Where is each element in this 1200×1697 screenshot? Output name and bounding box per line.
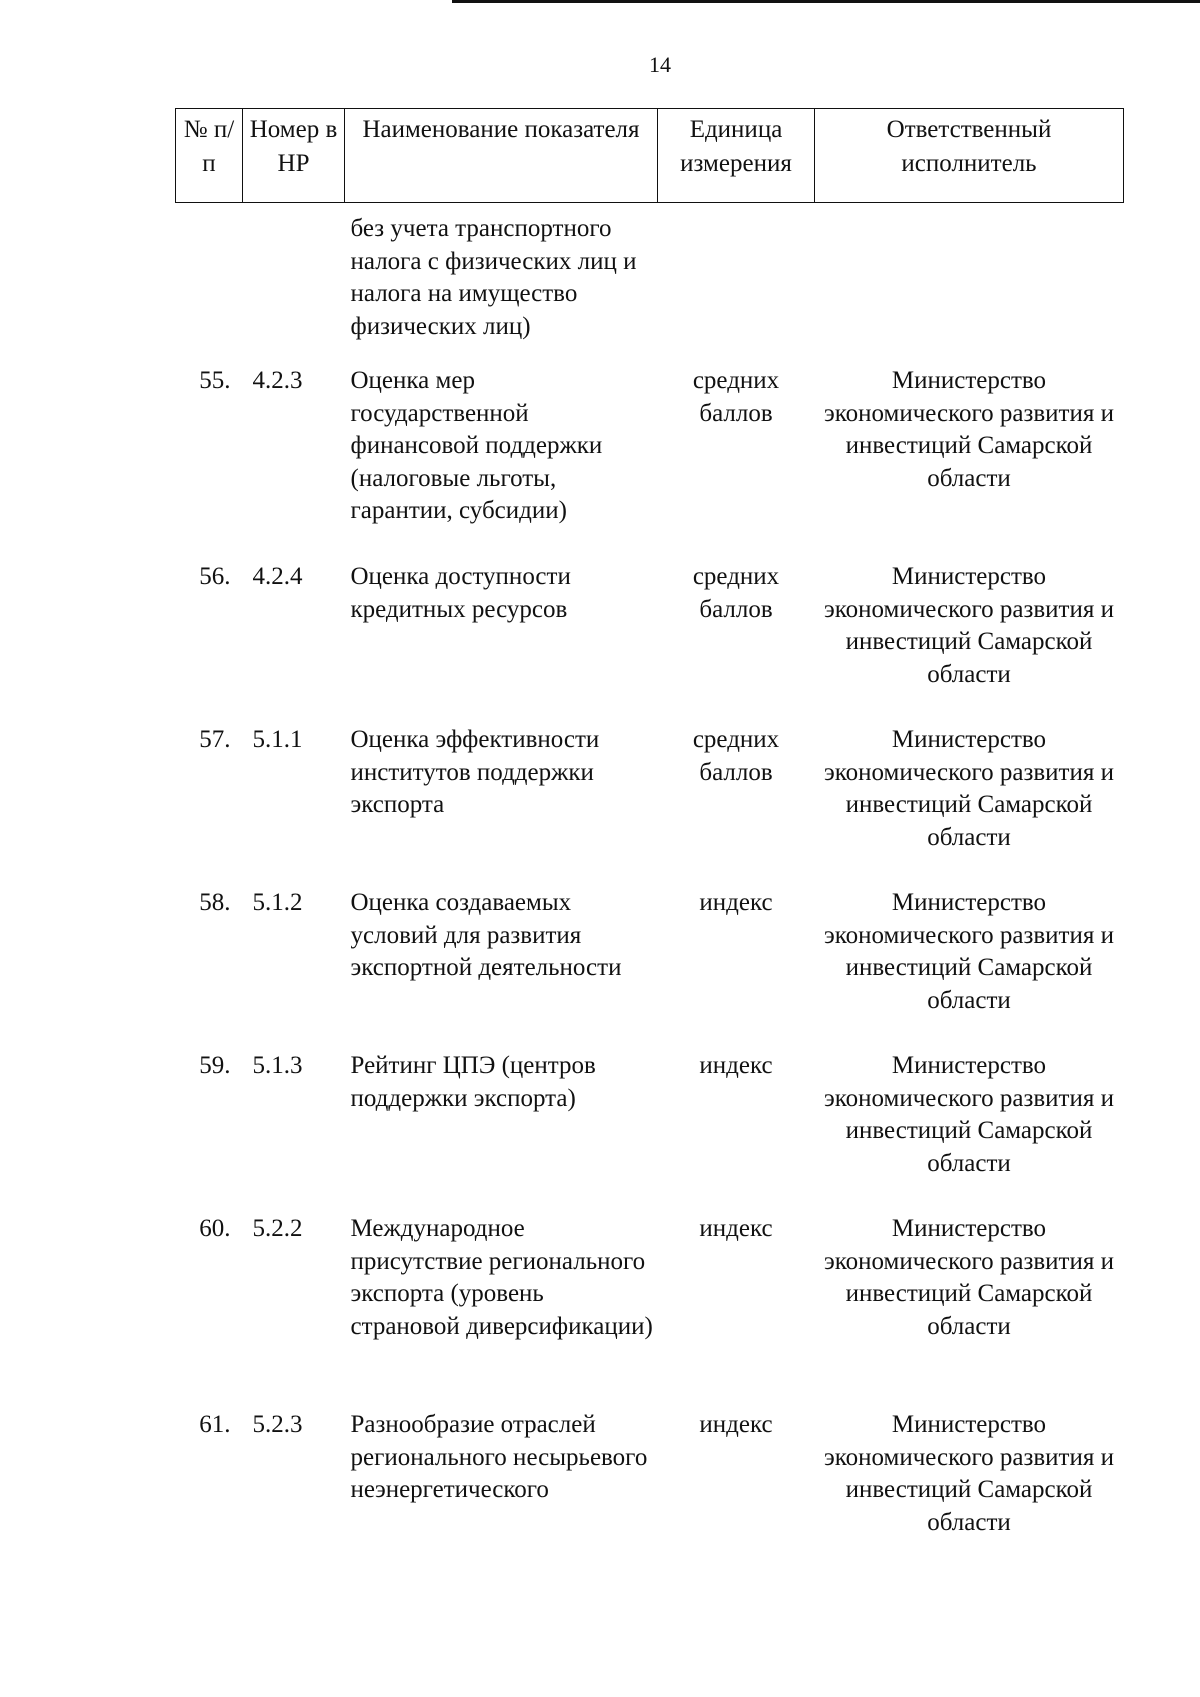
row-unit: индекс (699, 1052, 773, 1079)
row-name: Оценка мер государственной финансовой поддержки (налоговые льготы, гарантии, субсидии) (350, 367, 603, 524)
header-unit: Единица измерения (658, 109, 815, 203)
row-num: 60. (199, 1215, 231, 1242)
header-code: Номер в НР (243, 109, 345, 203)
page-number: 14 (649, 52, 671, 77)
row-name: Оценка доступности кредитных ресурсов (350, 563, 571, 623)
cont-unit (658, 203, 815, 366)
top-border-line (452, 0, 1200, 3)
indicators-table (175, 108, 1124, 1549)
row-unit: индекс (699, 889, 773, 916)
table-row (176, 1050, 1124, 1213)
row-code: 5.1.1 (252, 726, 303, 753)
row-num: 55. (199, 367, 231, 394)
row-code: 4.2.4 (252, 563, 303, 590)
row-unit: индекс (699, 1411, 773, 1438)
row-responsible: Министерство экономического развития и инвестиций Самарской области (824, 726, 1114, 851)
cont-num (176, 203, 243, 366)
row-code: 5.1.3 (252, 1052, 303, 1079)
continuation-row (176, 203, 1124, 366)
row-code: 4.2.3 (252, 367, 303, 394)
row-num: 58. (199, 889, 231, 916)
row-num: 57. (199, 726, 231, 753)
row-responsible: Министерство экономического развития и инвестиций Самарской области (824, 1411, 1114, 1536)
row-unit: индекс (699, 1215, 773, 1242)
cont-code (243, 203, 345, 366)
header-name: Наименование показателя (345, 109, 658, 203)
row-responsible: Министерство экономического развития и инвестиций Самарской области (824, 367, 1114, 492)
row-unit: средних баллов (692, 563, 780, 623)
row-name: Разнообразие отраслей регионального несырьевого неэнергетического (350, 1411, 648, 1503)
row-name: Международное присутствие регионального экспорта (уровень страновой диверсификации) (350, 1215, 653, 1340)
row-responsible: Министерство экономического развития и инвестиций Самарской области (824, 1052, 1114, 1177)
table-row (176, 365, 1124, 561)
header-responsible: Ответственный исполнитель (815, 109, 1124, 203)
header-num: № п/п (176, 109, 243, 203)
row-code: 5.2.3 (252, 1411, 303, 1438)
row-responsible: Министерство экономического развития и инвестиций Самарской области (824, 1215, 1114, 1340)
row-code: 5.1.2 (252, 889, 303, 916)
table-row (176, 1213, 1124, 1409)
row-unit: средних баллов (692, 726, 780, 786)
row-name: Оценка эффективности институтов поддержки экспорта (350, 726, 600, 818)
row-name: Рейтинг ЦПЭ (центров поддержки экспорта) (350, 1052, 596, 1112)
row-num: 59. (199, 1052, 231, 1079)
table-row (176, 724, 1124, 887)
row-name: Оценка создаваемых условий для развития экспортной деятельности (350, 889, 622, 981)
row-responsible: Министерство экономического развития и инвестиций Самарской области (824, 889, 1114, 1014)
table-row (176, 887, 1124, 1050)
table-header-row (176, 109, 1124, 203)
row-code: 5.2.2 (252, 1215, 303, 1242)
table-row (176, 1409, 1124, 1549)
row-num: 61. (199, 1411, 231, 1438)
row-unit: средних баллов (692, 367, 780, 427)
cont-name: без учета транспортного налога с физических лиц и налога на имущество физических лиц) (350, 215, 637, 340)
row-num: 56. (199, 563, 231, 590)
row-responsible: Министерство экономического развития и инвестиций Самарской области (824, 563, 1114, 688)
table-row (176, 561, 1124, 724)
cont-responsible (815, 203, 1124, 366)
